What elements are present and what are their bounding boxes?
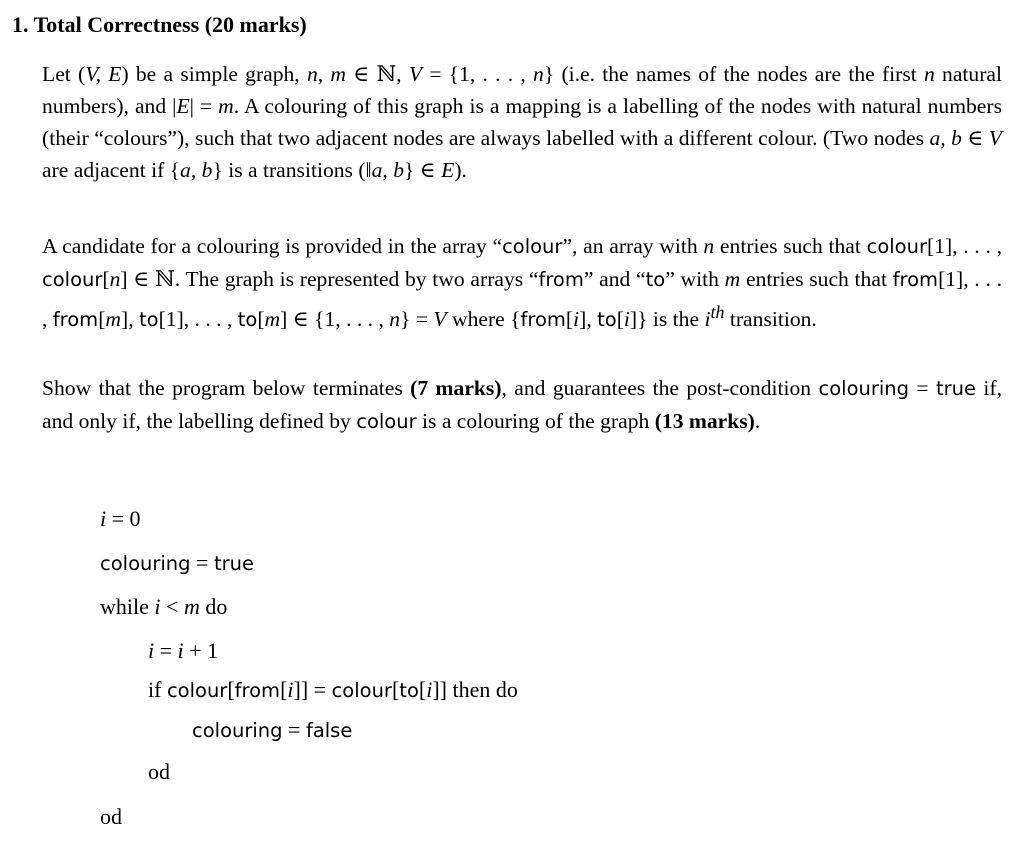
code-line-set-false: colouring = false xyxy=(192,717,353,742)
code-line-init-i: i = 0 xyxy=(100,506,141,531)
question-title: 1. Total Correctness (20 marks) xyxy=(12,12,307,37)
code-line-od-outer: od xyxy=(100,804,122,829)
code-line-init-colouring: colouring = true xyxy=(100,550,254,575)
paragraph-colour-array: A candidate for a colouring is provided in the array “colour”, an array with n entries such that colour[1], . . . , colour[n] ∈ ℕ. The graph is represented by two arrays “from” and “to” with m entries such that from[1], . . . , from[m], to[1], . . . , to[m] ∈ {1, . . . , n} = V where {from[i], to[i]} is the $i^{th}$ transition. xyxy=(42,234,1003,332)
paragraph-task: Show that the program below terminates (7 marks), and guarantees the post-condition colouring = true if, and only if, the labelling defined by colour is a colouring of the graph (13 marks). xyxy=(42,376,1003,433)
code-line-od-inner: od xyxy=(148,759,170,784)
code-line-increment: i = i + 1 xyxy=(148,638,219,663)
code-line-if: if colour[from[i]] = colour[to[i]] then do xyxy=(148,677,518,702)
code-line-while: while i < m do xyxy=(100,594,228,619)
paragraph-graph-definition: Let (V, E) be a simple graph, n, m ∈ ℕ, V = {1, . . . , n} (i.e. the names of the nodes are the first n natural numbers), and |E| = m. A colouring of this graph is a mapping is a labelling of the nodes with natural numbers (their “colours”), such that two adjacent nodes are always labelled with a different colour. (Two nodes a, b ∈ V are adjacent if {a, b} is a transitions (‖a, b} ∈ E). xyxy=(42,62,1002,182)
